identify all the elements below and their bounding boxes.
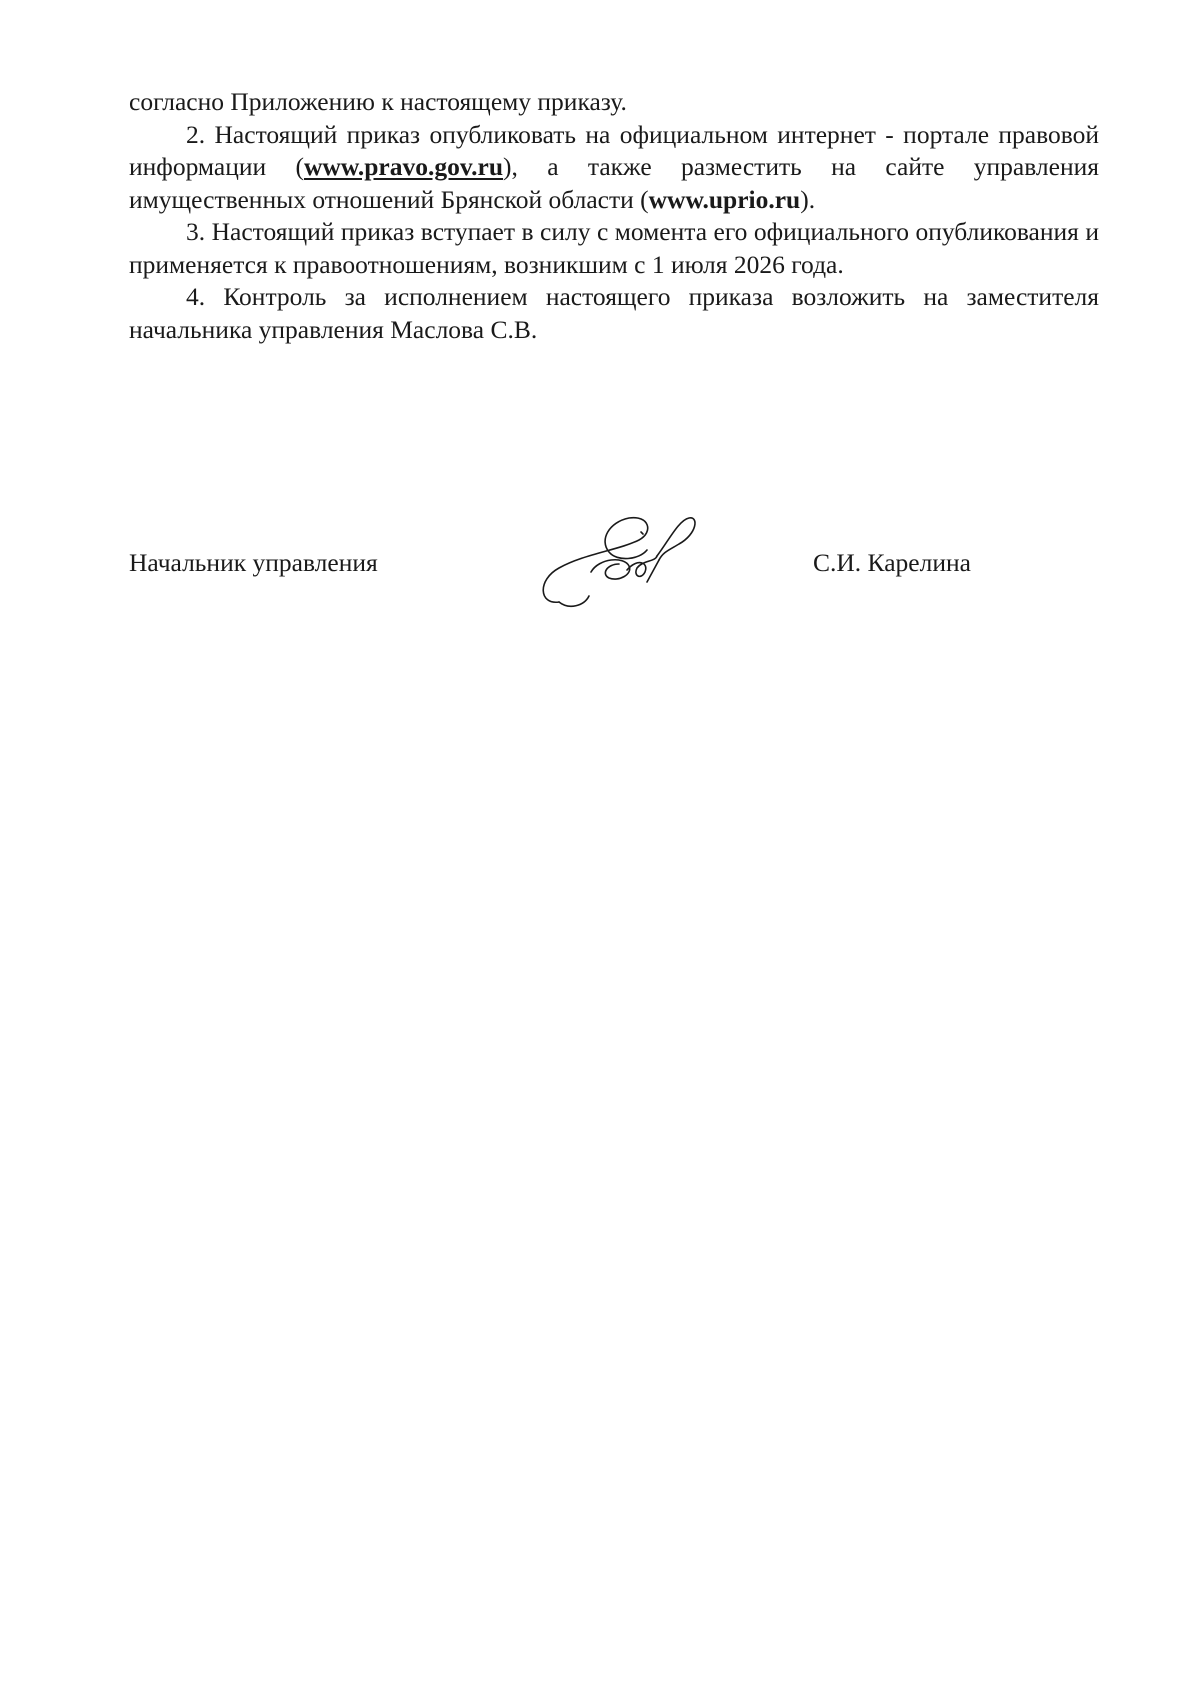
paragraph-3: 3. Настоящий приказ вступает в силу с момента его официального опубликования и применяется к правоотношениям, возникшим с 1 июля 2026 года. bbox=[129, 217, 1099, 279]
paragraph-4: 4. Контроль за исполнением настоящего приказа возложить на заместителя начальника управления Маслова С.В. bbox=[129, 282, 1099, 344]
signer-name: С.И. Карелина bbox=[813, 548, 971, 577]
pravo-link[interactable]: www.pravo.gov.ru bbox=[303, 152, 504, 181]
handwritten-signature-icon bbox=[529, 510, 729, 620]
paragraph-2-part3: ). bbox=[800, 184, 816, 214]
paragraph-2 bbox=[129, 119, 1099, 217]
paragraph-2-part1: 2. Настоящий приказ опубликовать на официальном интернет - портале правовой информации ( bbox=[129, 119, 1099, 181]
document-body bbox=[129, 86, 1099, 346]
uprio-link[interactable]: www.uprio.ru bbox=[648, 184, 801, 214]
paragraph-2-part2: ), а также разместить на сайте управления имущественных отношений Брянской области ( bbox=[129, 152, 1099, 214]
signer-position: Начальник управления bbox=[129, 548, 378, 577]
signature-block bbox=[129, 510, 1099, 620]
paragraph-1: согласно Приложению к настоящему приказу. bbox=[129, 87, 627, 116]
